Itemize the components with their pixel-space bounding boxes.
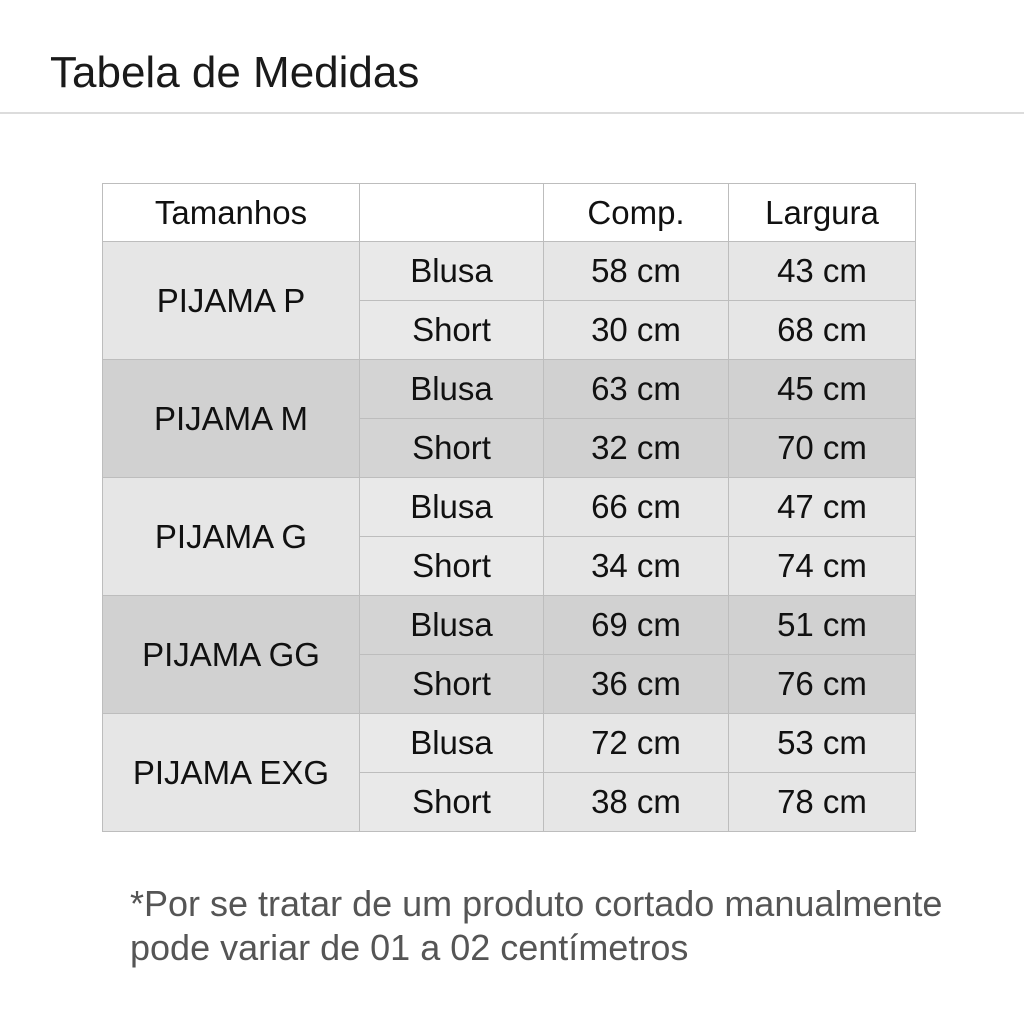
page-title: Tabela de Medidas: [50, 48, 420, 97]
comp-cell: 34 cm: [544, 537, 729, 596]
table-row: [103, 360, 916, 419]
size-cell: PIJAMA G: [103, 478, 360, 596]
largura-cell: 74 cm: [729, 537, 916, 596]
disclaimer-line-1: *Por se tratar de um produto cortado manualmente: [130, 883, 943, 924]
header-largura: Largura: [729, 184, 916, 242]
largura-cell: 47 cm: [729, 478, 916, 537]
table-row: [103, 714, 916, 773]
comp-cell: 58 cm: [544, 242, 729, 301]
piece-cell: Short: [360, 655, 544, 714]
largura-cell: 51 cm: [729, 596, 916, 655]
piece-cell: Short: [360, 773, 544, 832]
largura-cell: 43 cm: [729, 242, 916, 301]
largura-cell: 76 cm: [729, 655, 916, 714]
piece-cell: Blusa: [360, 478, 544, 537]
piece-cell: Blusa: [360, 360, 544, 419]
largura-cell: 68 cm: [729, 301, 916, 360]
table-body: [103, 242, 916, 832]
table-row: [103, 596, 916, 655]
largura-cell: 78 cm: [729, 773, 916, 832]
comp-cell: 63 cm: [544, 360, 729, 419]
header-piece: [360, 184, 544, 242]
table-row: [103, 242, 916, 301]
comp-cell: 38 cm: [544, 773, 729, 832]
header-tamanhos: Tamanhos: [103, 184, 360, 242]
table-header-row: [103, 184, 916, 242]
comp-cell: 66 cm: [544, 478, 729, 537]
comp-cell: 72 cm: [544, 714, 729, 773]
piece-cell: Blusa: [360, 242, 544, 301]
piece-cell: Short: [360, 537, 544, 596]
piece-cell: Blusa: [360, 714, 544, 773]
disclaimer-note: [130, 882, 942, 970]
title-divider: [0, 112, 1024, 114]
comp-cell: 30 cm: [544, 301, 729, 360]
largura-cell: 53 cm: [729, 714, 916, 773]
size-cell: PIJAMA P: [103, 242, 360, 360]
largura-cell: 70 cm: [729, 419, 916, 478]
comp-cell: 36 cm: [544, 655, 729, 714]
piece-cell: Blusa: [360, 596, 544, 655]
table-row: [103, 478, 916, 537]
comp-cell: 69 cm: [544, 596, 729, 655]
size-cell: PIJAMA M: [103, 360, 360, 478]
size-cell: PIJAMA EXG: [103, 714, 360, 832]
comp-cell: 32 cm: [544, 419, 729, 478]
size-cell: PIJAMA GG: [103, 596, 360, 714]
piece-cell: Short: [360, 419, 544, 478]
disclaimer-line-2: pode variar de 01 a 02 centímetros: [130, 927, 689, 968]
size-chart-table: [102, 183, 916, 832]
piece-cell: Short: [360, 301, 544, 360]
header-comp: Comp.: [544, 184, 729, 242]
largura-cell: 45 cm: [729, 360, 916, 419]
